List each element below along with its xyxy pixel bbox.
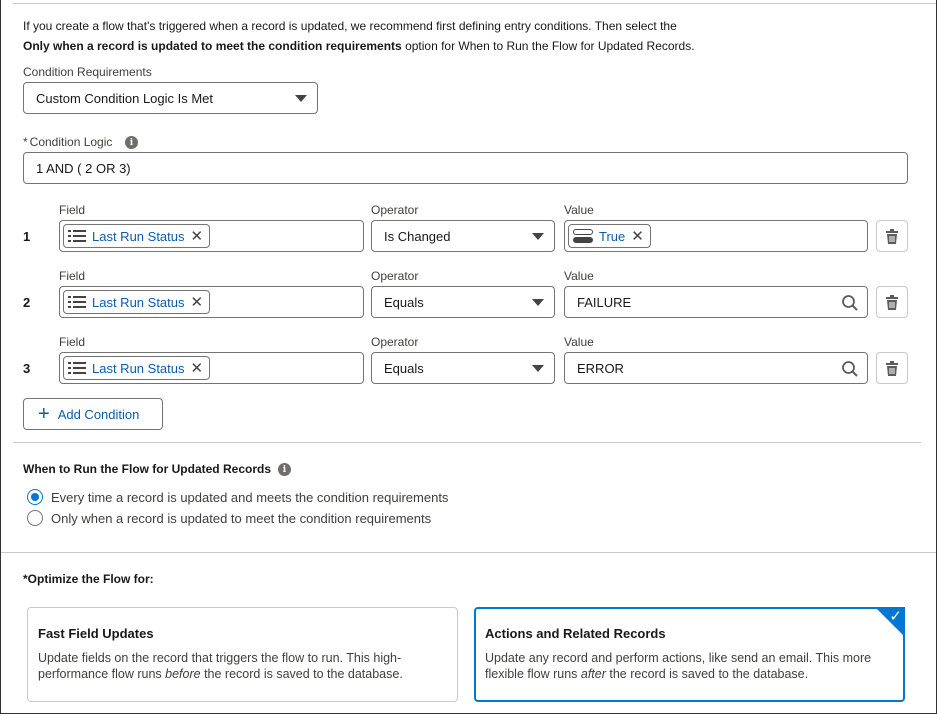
intro-bold-option: Only when a record is updated to meet the condition requirements xyxy=(23,39,402,53)
card-desc-text: Update fields on the record that triggers the flow to run. This high-performance flow runs xyxy=(38,651,402,681)
card-title: Actions and Related Records xyxy=(485,626,666,641)
optimize-title: Optimize the Flow for: xyxy=(27,572,154,586)
field-pill[interactable] xyxy=(63,224,210,248)
value-label: Value xyxy=(564,269,594,283)
option-card-fast-field-updates[interactable] xyxy=(27,607,458,702)
field-label: Field xyxy=(59,335,86,349)
info-icon[interactable]: i xyxy=(278,463,291,476)
chevron-down-icon xyxy=(532,233,544,240)
intro-line-1: If you create a flow that's triggered when a record is updated, we recommend first defining entry conditions. Then select the xyxy=(23,19,677,33)
card-desc-text: the record is saved to the database. xyxy=(200,667,403,681)
radio-button[interactable] xyxy=(27,510,43,526)
condition-logic-label-wrap xyxy=(23,135,112,149)
field-label: Field xyxy=(59,203,86,217)
condition-requirements-label: Condition Requirements xyxy=(23,65,152,79)
value-text: FAILURE xyxy=(577,295,632,310)
option-card-actions-related-records[interactable] xyxy=(474,607,905,702)
operator-label: Operator xyxy=(371,269,419,283)
condition-number: 1 xyxy=(23,229,31,244)
value-input[interactable] xyxy=(564,352,868,384)
condition-number: 3 xyxy=(23,361,31,376)
operator-value: Is Changed xyxy=(384,228,451,244)
field-input[interactable] xyxy=(59,286,364,318)
condition-number: 2 xyxy=(23,295,31,310)
intro-text xyxy=(23,16,903,56)
card-description xyxy=(485,650,894,682)
value-label: Value xyxy=(564,335,594,349)
value-pill-label: True xyxy=(599,228,626,244)
radio-only-when[interactable] xyxy=(27,510,431,526)
close-icon[interactable]: ✕ xyxy=(190,227,204,245)
chevron-down-icon xyxy=(532,299,544,306)
field-input[interactable] xyxy=(59,352,364,384)
value-text: ERROR xyxy=(577,361,624,376)
card-desc-emphasis: before xyxy=(165,667,201,681)
radio-button-checked[interactable] xyxy=(27,489,43,505)
operator-value: Equals xyxy=(384,360,424,376)
field-pill-label: Last Run Status xyxy=(92,360,185,376)
operator-select[interactable] xyxy=(371,286,555,318)
trash-icon xyxy=(885,229,899,244)
field-input[interactable] xyxy=(59,220,364,252)
operator-label: Operator xyxy=(371,335,419,349)
intro-line-2-rest: option for When to Run the Flow for Updated Records. xyxy=(401,39,695,53)
value-input[interactable] xyxy=(564,286,868,318)
divider xyxy=(13,3,936,4)
info-icon[interactable]: i xyxy=(125,136,138,149)
card-desc-text: Update any record and perform actions, like send an email. This more flexible flow runs xyxy=(485,651,872,681)
field-pill-label: Last Run Status xyxy=(92,294,185,310)
search-icon[interactable] xyxy=(841,360,859,378)
condition-logic-label: Condition Logic xyxy=(29,135,113,149)
radio-label: Every time a record is updated and meets the condition requirements xyxy=(51,489,449,505)
trash-icon xyxy=(885,295,899,310)
search-icon[interactable] xyxy=(841,294,859,312)
close-icon[interactable]: ✕ xyxy=(190,359,204,377)
close-icon[interactable]: ✕ xyxy=(631,227,644,245)
picklist-icon xyxy=(68,361,86,375)
field-pill-label: Last Run Status xyxy=(92,228,185,244)
when-to-run-title: When to Run the Flow for Updated Records xyxy=(23,462,271,476)
field-pill[interactable] xyxy=(63,290,210,314)
divider xyxy=(1,552,937,553)
condition-logic-input[interactable] xyxy=(23,152,908,184)
required-asterisk: * xyxy=(23,135,28,149)
value-input[interactable] xyxy=(564,220,868,252)
close-icon[interactable]: ✕ xyxy=(190,293,204,311)
field-label: Field xyxy=(59,269,86,283)
toggle-icon xyxy=(573,228,593,244)
card-desc-text: the record is saved to the database. xyxy=(605,667,809,681)
chevron-down-icon xyxy=(295,95,307,102)
radio-label: Only when a record is updated to meet the condition requirements xyxy=(51,510,432,526)
plus-icon: + xyxy=(38,403,50,425)
operator-label: Operator xyxy=(371,203,419,217)
picklist-icon xyxy=(68,295,86,309)
checkmark-icon: ✓ xyxy=(889,608,902,625)
card-description xyxy=(38,650,447,682)
optimize-title-wrap xyxy=(23,572,154,586)
condition-requirements-value: Custom Condition Logic Is Met xyxy=(36,90,214,106)
operator-value: Equals xyxy=(384,294,424,310)
picklist-icon xyxy=(68,229,86,243)
field-pill[interactable] xyxy=(63,356,210,380)
add-condition-button[interactable] xyxy=(23,398,163,430)
value-label: Value xyxy=(564,203,594,217)
value-pill[interactable] xyxy=(568,224,651,248)
condition-logic-value: 1 AND ( 2 OR 3) xyxy=(36,160,131,176)
radio-every-time[interactable] xyxy=(27,489,448,505)
condition-requirements-select[interactable] xyxy=(23,82,318,114)
delete-condition-button[interactable] xyxy=(876,286,908,318)
operator-select[interactable] xyxy=(371,352,555,384)
required-asterisk: * xyxy=(23,572,28,586)
add-condition-label: Add Condition xyxy=(57,406,140,422)
chevron-down-icon xyxy=(532,365,544,372)
card-title: Fast Field Updates xyxy=(38,626,154,641)
trash-icon xyxy=(885,361,899,376)
delete-condition-button[interactable] xyxy=(876,220,908,252)
delete-condition-button[interactable] xyxy=(876,352,908,384)
operator-select[interactable] xyxy=(371,220,555,252)
intro-line-2 xyxy=(23,36,903,56)
divider xyxy=(13,442,921,443)
card-desc-emphasis: after xyxy=(580,667,606,681)
